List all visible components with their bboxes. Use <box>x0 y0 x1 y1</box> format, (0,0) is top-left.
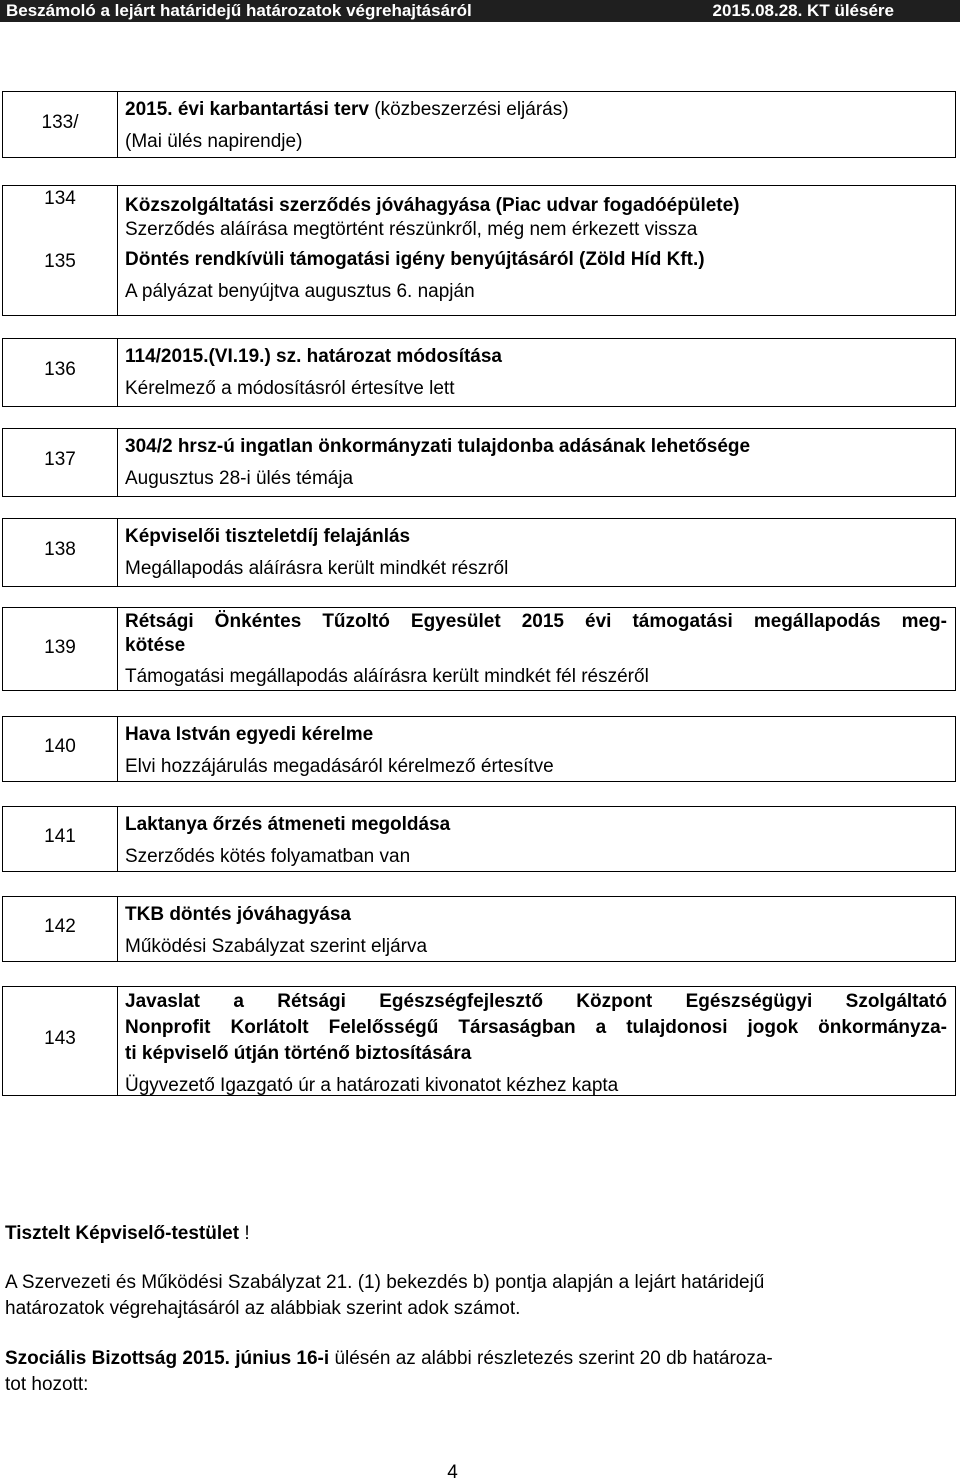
row-content <box>125 524 947 582</box>
row-content <box>125 610 947 690</box>
committee-bold: Szociális Bizottság 2015. június 16-i <box>5 1348 330 1369</box>
greeting <box>5 1221 905 1247</box>
header-meeting-date: 2015.08.28. KT ülésére <box>712 1 894 20</box>
row-title: Hava István egyedi kérelme <box>125 724 374 745</box>
row-number: 141 <box>44 826 76 847</box>
page-header <box>0 0 960 22</box>
row-title: 114/2015.(VI.19.) sz. határozat módosítása <box>125 346 503 367</box>
row-title-line: Nonprofit Korlátolt Felelősségű Társaságban a tulajdonosi jogok önkormányza- <box>125 1017 947 1038</box>
table-row <box>2 986 956 1096</box>
row-number: 135 <box>44 251 76 272</box>
row-content <box>125 344 947 402</box>
row-content <box>125 722 947 780</box>
row-title: 304/2 hrsz-ú ingatlan önkormányzati tulajdonba adásának lehetősége <box>125 436 751 457</box>
committee-text: ülésén az alábbi részletezés szerint 20 db határoza- <box>329 1348 773 1369</box>
row-title: Képviselői tiszteletdíj felajánlás <box>125 526 411 547</box>
row-note: A pályázat benyújtva augusztus 6. napján <box>125 281 475 302</box>
row-title-rest: (közbeszerzési eljárás) <box>369 99 569 120</box>
row-note: Szerződés aláírása megtörtént részünkről, még nem érkezett vissza <box>125 219 698 240</box>
row-title: 2015. évi karbantartási terv <box>125 99 369 120</box>
row-note: Ügyvezető Igazgató úr a határozati kivonatot kézhez kapta <box>125 1075 619 1096</box>
row-note: (Mai ülés napirendje) <box>125 131 303 152</box>
row-note: Elvi hozzájárulás megadásáról kérelmező értesítve <box>125 756 554 777</box>
committee-line: tot hozott: <box>5 1374 89 1395</box>
intro-line: A Szervezeti és Működési Szabályzat 21. (1) bekezdés b) pontja alapján a lejárt határidejű <box>5 1272 765 1293</box>
row-title: Közszolgáltatási szerződés jóváhagyása (Piac udvar fogadóépülete) <box>125 195 740 216</box>
row-content <box>125 190 947 308</box>
row-title-line: Rétsági Önkéntes Tűzoltó Egyesület 2015 évi támogatási megállapodás meg- <box>125 611 947 632</box>
table-row <box>2 806 956 872</box>
row-title-line: ti képviselő útján történő biztosítására <box>125 1043 472 1064</box>
row-number: 134 <box>44 188 76 209</box>
row-content <box>125 812 947 870</box>
row-title: Laktanya őrzés átmeneti megoldása <box>125 814 451 835</box>
table-row <box>2 518 956 587</box>
row-number: 136 <box>44 359 76 380</box>
row-content <box>125 902 947 960</box>
committee-paragraph <box>5 1346 905 1398</box>
table-row <box>2 428 956 497</box>
row-number: 137 <box>44 449 76 470</box>
row-note: Augusztus 28-i ülés témája <box>125 468 354 489</box>
greeting-punct: ! <box>239 1223 250 1244</box>
page-number: 4 <box>447 1462 458 1483</box>
row-note: Kérelmező a módosításról értesítve lett <box>125 378 455 399</box>
row-content <box>125 434 947 492</box>
table-row <box>2 896 956 962</box>
row-title: Döntés rendkívüli támogatási igény benyújtásáról (Zöld Híd Kft.) <box>125 249 705 270</box>
row-note: Működési Szabályzat szerint eljárva <box>125 936 428 957</box>
row-title-line: Javaslat a Rétsági Egészségfejlesztő Központ Egészségügyi Szolgáltató <box>125 991 947 1012</box>
row-number: 133/ <box>41 112 79 133</box>
header-title: Beszámoló a lejárt határidejű határozatok végrehajtásáról <box>6 1 472 20</box>
intro-paragraph <box>5 1270 905 1322</box>
row-title-line: kötése <box>125 635 186 656</box>
table-row <box>2 91 956 158</box>
table-row <box>2 338 956 407</box>
row-number: 142 <box>44 916 76 937</box>
row-number: 139 <box>44 637 76 658</box>
table-row-group <box>2 185 956 316</box>
intro-line: határozatok végrehajtásáról az alábbiak szerint adok számot. <box>5 1298 521 1319</box>
row-number: 138 <box>44 539 76 560</box>
greeting-text: Tisztelt Képviselő-testület <box>5 1223 240 1244</box>
row-note: Támogatási megállapodás aláírásra került mindkét fél részéről <box>125 666 649 687</box>
row-note: Szerződés kötés folyamatban van <box>125 846 411 867</box>
row-number: 143 <box>44 1028 76 1049</box>
table-row <box>2 716 956 782</box>
row-content <box>125 97 947 155</box>
row-note: Megállapodás aláírásra került mindkét részről <box>125 558 509 579</box>
row-content <box>125 989 947 1099</box>
table-row <box>2 607 956 691</box>
row-number: 140 <box>44 736 76 757</box>
row-title: TKB döntés jóváhagyása <box>125 904 351 925</box>
